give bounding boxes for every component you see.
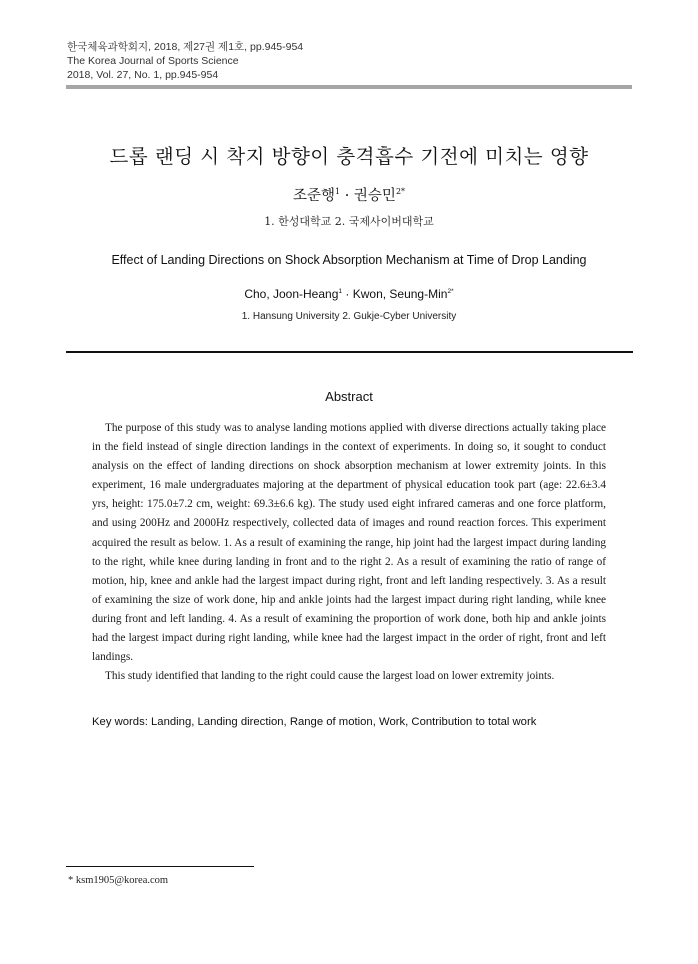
footnote-divider: [66, 866, 254, 867]
korean-author-1-affiliation-mark: 1: [335, 187, 341, 197]
journal-header-korean: 한국체육과학회지, 2018, 제27권 제1호, pp.945-954: [67, 41, 304, 53]
english-author-2-affiliation-mark: 2*: [447, 288, 454, 295]
english-affiliations: 1. Hansung University 2. Gukje-Cyber University: [241, 311, 457, 322]
keywords: Key words: Landing, Landing direction, Range of motion, Work, Contribution to total work: [92, 716, 537, 728]
english-author-2: Kwon, Seung-Min: [352, 287, 448, 301]
korean-author-1: 조준행: [292, 188, 336, 204]
author-separator: ·: [340, 188, 354, 204]
header-divider: [66, 85, 632, 89]
journal-header-english: The Korea Journal of Sports Science: [67, 55, 239, 67]
korean-author-2: 권승민: [353, 188, 396, 204]
english-title: Effect of Landing Directions on Shock Absorption Mechanism at Time of Drop Landing: [111, 253, 587, 267]
journal-header: [67, 40, 303, 82]
title-divider: [66, 351, 633, 353]
abstract-body: [92, 419, 606, 686]
journal-header-volume: 2018, Vol. 27, No. 1, pp.945-954: [67, 69, 219, 81]
korean-author-2-affiliation-mark: 2*: [395, 187, 406, 197]
abstract-paragraph-1: The purpose of this study was to analyse landing motions applied with diverse directions actually taking place in the field instead of single direction landings in the context of experiments. In doing so, it sought to conduct analysis on the effect of landing directions on shock absorption mechanism at lower extremity joints. In this experiment, 16 male undergraduates majoring at the department of physical education took part (age: 22.6±3.4 yrs, height: 175.0±7.2 cm, weight: 69.3±6.6 kg). The study used eight infrared cameras and one force platform, and using 200Hz and 2000Hz respectively, collected data of images and round reaction forces. This experiment acquired the result as below. 1. As a result of examining the range, hip joint had the largest impact during landing to the right, while knee during landing in front and to the right 2. As a result of examining the ratio of range of motion, hip, knee and ankle had the largest impact during right, front and left landing respectively. 3. As a result of examining the size of work done, hip and ankle joints had the largest impact during right landing, while knee during front and left landing. 4. As a result of examining the proportion of work done, both hip and ankle joints had the largest impact during right landing, while knee had the largest impact in the order of right, front and left landings.: [92, 422, 606, 664]
korean-affiliations: 1. 한성대학교 2. 국제사이버대학교: [264, 215, 434, 228]
korean-authors: [0, 184, 698, 205]
author-separator: ·: [342, 287, 353, 301]
english-author-1: Cho, Joon-Heang: [244, 287, 339, 301]
english-authors: [0, 287, 698, 301]
abstract-heading: Abstract: [325, 389, 373, 404]
english-author-1-affiliation-mark: 1: [338, 288, 343, 295]
abstract-paragraph-2: This study identified that landing to the right could cause the largest load on lower extremity joints.: [105, 670, 555, 683]
corresponding-author-email: * ksm1905@korea.com: [68, 875, 169, 886]
korean-title: 드롭 랜딩 시 착지 방향이 충격흡수 기전에 미치는 영향: [109, 145, 589, 168]
